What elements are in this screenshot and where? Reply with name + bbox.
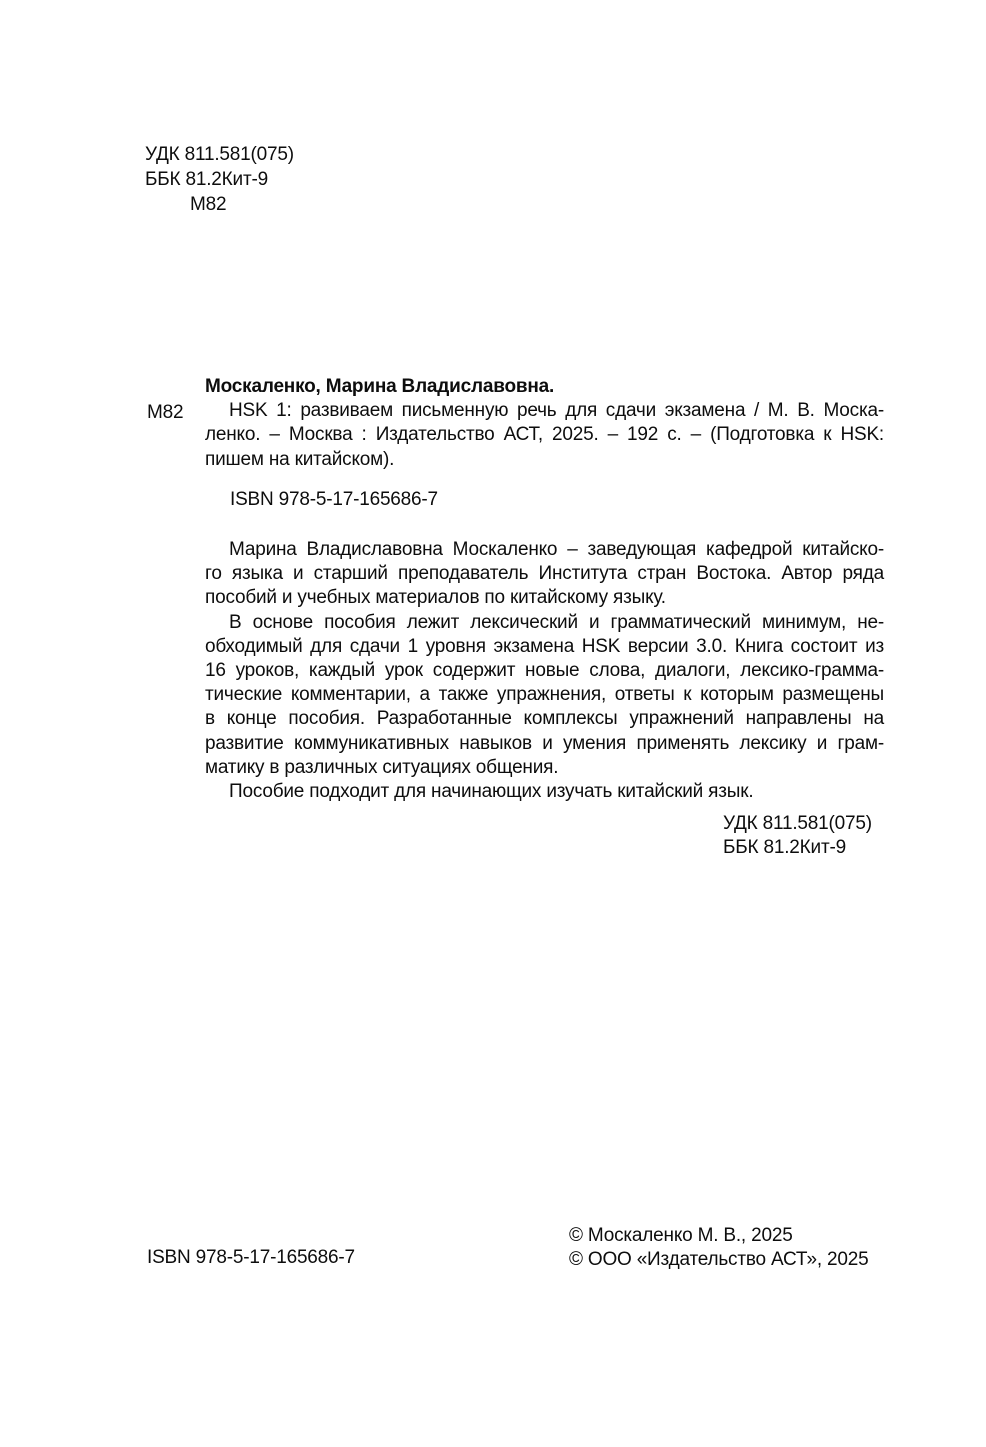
paragraph-line: Пособие подходит для начинающих изучать китайский язык.	[229, 781, 754, 803]
paragraph-line: обходимый для сдачи 1 уровня экзамена HSK версии 3.0. Книга состоит из	[205, 635, 884, 657]
paragraph-line: тические комментарии, а также упражнения, ответы к которым размещены	[205, 684, 884, 706]
bottom-classification-block	[723, 812, 884, 860]
card-line: пишем на китайском).	[205, 448, 395, 470]
main-text-column	[205, 375, 884, 861]
bbk-line: ББК 81.2Кит-9	[723, 837, 846, 859]
copyright-line: © ООО «Издательство АСТ», 2025	[569, 1249, 869, 1271]
paragraph-line: матику в различных ситуациях общения.	[205, 756, 559, 778]
footer-isbn: ISBN 978-5-17-165686-7	[147, 1247, 355, 1268]
author-heading: Москаленко, Марина Владиславовна.	[205, 376, 555, 397]
catalog-card-description	[205, 399, 884, 472]
top-classification-block	[145, 142, 294, 217]
copyright-block	[569, 1224, 869, 1272]
paragraph-line: го языка и старший преподаватель Института стран Востока. Автор ряда	[205, 563, 884, 585]
paragraph-line: развитие коммуникативных навыков и умения применять лексику и грам-	[205, 732, 884, 754]
paragraph-line: 16 уроков, каждый урок содержит новые слова, диалоги, лексико-грамма-	[205, 660, 884, 682]
card-line: ленко. – Москва : Издательство АСТ, 2025. – 192 с. – (Подготовка к HSK:	[205, 424, 884, 446]
paragraph-line: пособий и учебных материалов по китайскому языку.	[205, 587, 666, 609]
isbn-line: ISBN 978-5-17-165686-7	[230, 488, 438, 510]
annotation-paragraph-author	[205, 538, 884, 611]
paragraph-line: В основе пособия лежит лексический и грамматический минимум, не-	[229, 611, 884, 633]
udk-line: УДК 811.581(075)	[723, 813, 872, 835]
annotation-paragraph-audience	[205, 780, 884, 804]
copyright-line: © Москаленко М. В., 2025	[569, 1225, 793, 1246]
catalog-code: М82	[147, 402, 184, 423]
bbk-line: ББК 81.2Кит-9	[145, 169, 268, 190]
author-code: М82	[190, 194, 227, 215]
udk-line: УДК 811.581(075)	[145, 144, 294, 165]
paragraph-line: в конце пособия. Разработанные комплексы упражнений направлены на	[205, 708, 884, 730]
card-line: HSK 1: развиваем письменную речь для сдачи экзамена / М. В. Моска-	[229, 400, 884, 422]
annotation-paragraph-contents	[205, 611, 884, 780]
paragraph-line: Марина Владиславовна Москаленко – заведующая кафедрой китайско-	[229, 539, 884, 561]
